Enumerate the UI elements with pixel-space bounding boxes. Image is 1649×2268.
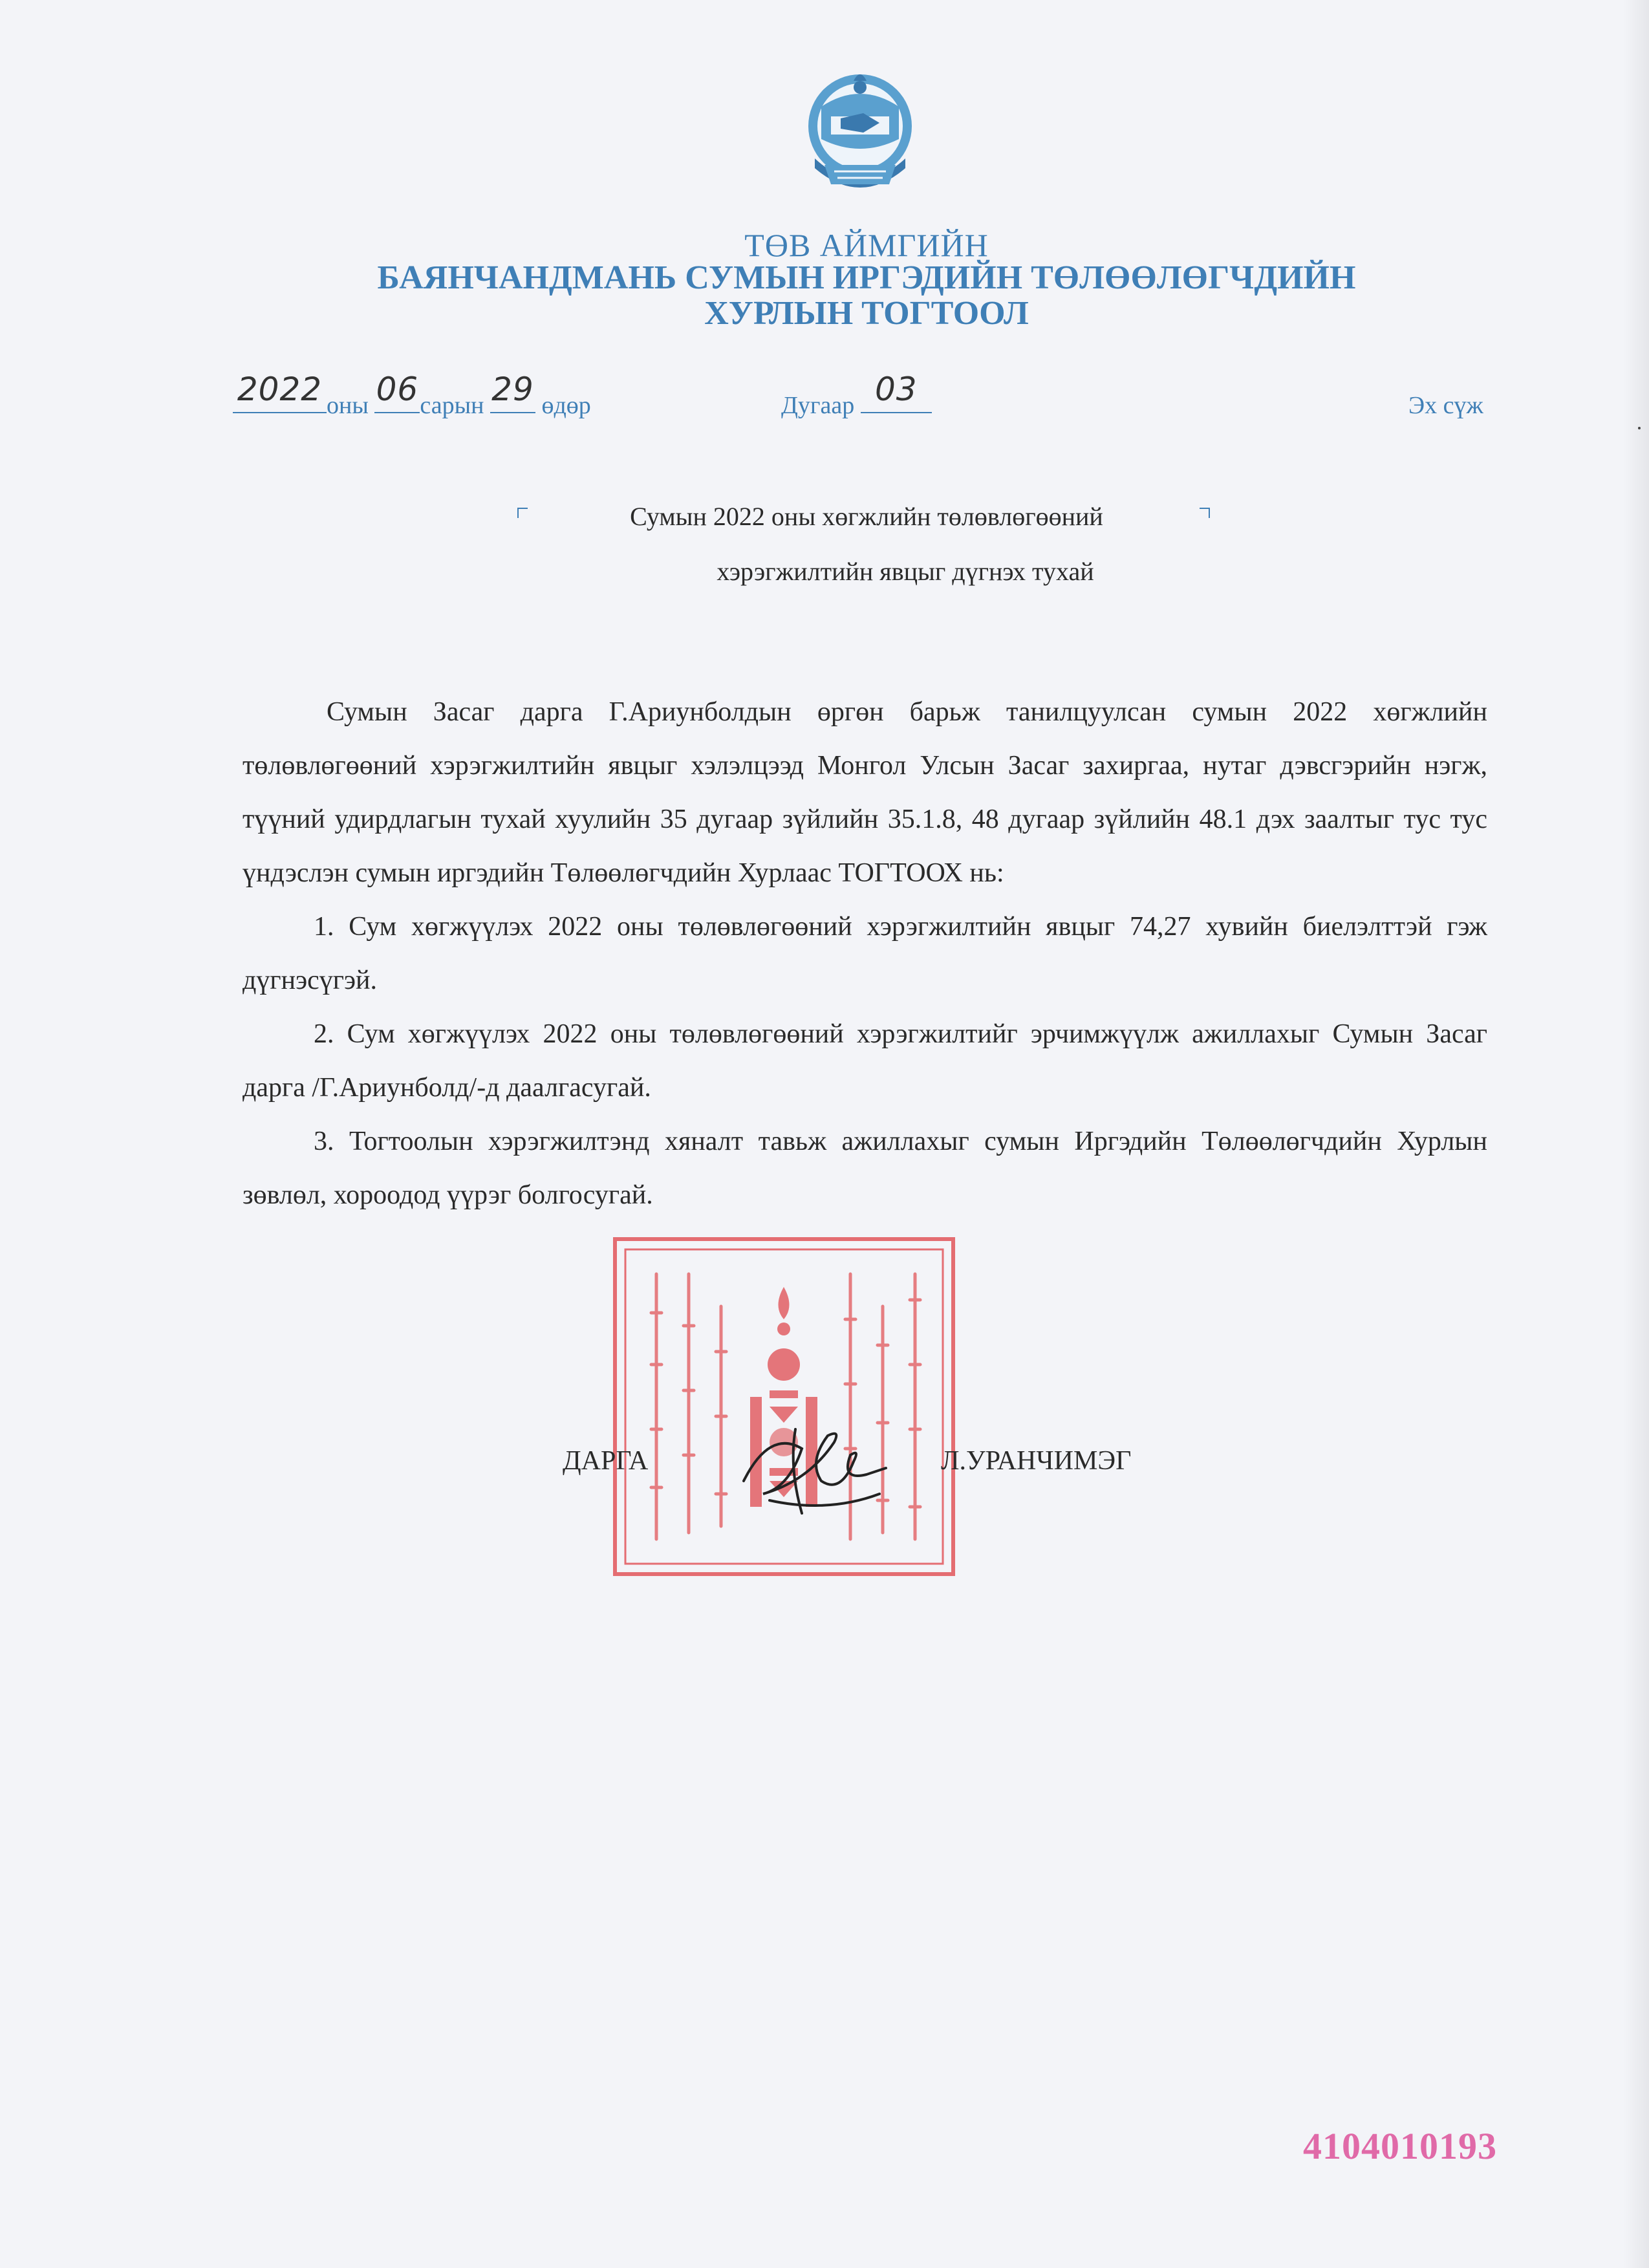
month-suffix: сарын (420, 392, 484, 419)
number-field (781, 371, 932, 420)
year-suffix: оны (327, 392, 369, 419)
day-suffix: өдөр (541, 392, 591, 419)
signatory-title: ДАРГА (563, 1446, 649, 1476)
number-label: Дугаар (781, 392, 855, 419)
title-line-1: Сумын 2022 оны хөгжлийн төлөвлөгөөний (630, 502, 1103, 531)
header-council: БАЯНЧАНДМАНЬ СУМЫН ИРГЭДИЙН ТӨЛӨӨЛӨГЧДИЙН (377, 259, 1356, 296)
scan-speck (1638, 427, 1641, 429)
resolution-body (242, 686, 1487, 1222)
document-number: 4104010193 (1303, 2125, 1497, 2167)
handwritten-signature (731, 1403, 899, 1526)
place-label: Эх сүж (1408, 392, 1483, 419)
date-field (233, 371, 591, 420)
day-value: 29 (491, 371, 534, 408)
resolution-item-2: 2. Сум хөгжүүлэх 2022 оны төлөвлөгөөний хэрэгжилтийг эрчимжүүлж ажиллахыг Сумын Засаг дарга /Г.Ариунболд/-д даалгасугай. (242, 1019, 1487, 1103)
month-blank (374, 371, 420, 413)
year-blank (233, 371, 327, 413)
signatory-name: Л.УРАНЧИМЭГ (941, 1446, 1132, 1476)
number-value: 03 (874, 371, 918, 408)
year-value: 2022 (237, 371, 323, 408)
header-resolution: ХУРЛЫН ТОГТООЛ (704, 295, 1029, 332)
month-value: 06 (376, 371, 419, 408)
resolution-item-3: 3. Тогтоолын хэрэгжилтэнд хяналт тавьж ажиллахыг сумын Иргэдийн Төлөөлөгчдийн Хурлын зөвлөл, хороодод үүрэг болгосугай. (242, 1127, 1487, 1210)
state-emblem-icon (802, 61, 918, 200)
preamble-paragraph: Сумын Засаг дарга Г.Ариунболдын өргөн барьж танилцуулсан сумын 2022 хөгжлийн төлөвлөгөөний хэрэгжилтийн явцыг хэлэлцээд Монгол Улсын Засаг захиргаа, нутаг дэвсгэрийн нэгж, түүний удирдлагын тухай хуулийн 35 дугаар зүйлийн 35.1.8, 48 дугаар зүйлийн 48.1 дэх заалтыг тус тус үндэслэн сумын иргэдийн Төлөөлөгчдийн Хурлаас ТОГТООХ нь: (242, 697, 1487, 888)
number-blank (861, 371, 932, 413)
resolution-item-1: 1. Сум хөгжүүлэх 2022 оны төлөвлөгөөний хэрэгжилтийн явцыг 74,27 хувийн биелэлттэй гэж дүгнэсүгэй. (242, 912, 1487, 995)
page-edge-shadow (1623, 0, 1649, 2268)
day-blank (490, 371, 535, 413)
header-aimag: ТӨВ АЙМГИЙН (744, 227, 989, 263)
title-line-2: хэрэгжилтийн явцыг дүгнэх тухай (717, 557, 1094, 586)
